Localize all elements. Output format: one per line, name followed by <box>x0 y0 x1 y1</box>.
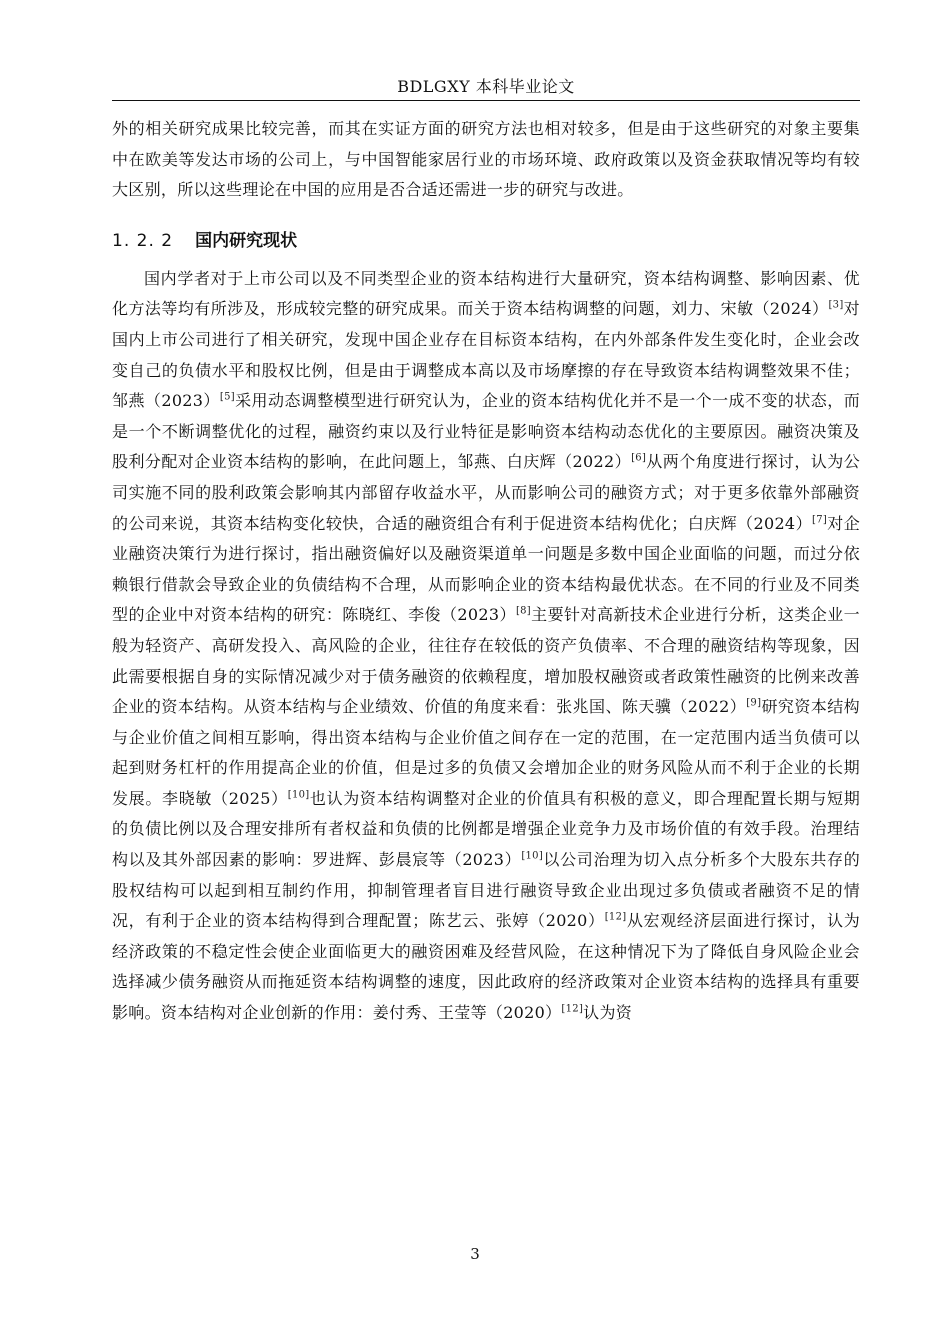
body-text: 从两个角度进行探讨，认为公司实施不同的股利政策会影响其内部留存收益水平，从而影响公司的融资方式；对于更多依靠外部融资的公司来说，其资本结构变化较快，合适的融资组合有利于促进资本结构优化；白庆辉（2024） <box>112 452 860 533</box>
body-text: 对国内上市公司进行了相关研究，发现中国企业存在目标资本结构，在内外部条件发生变化时，企业会改变自己的负债水平和股权比例，但是由于调整成本高以及市场摩擦的存在导致资本结构调整效果不佳；邹燕（2023） <box>112 299 860 411</box>
page-number: 3 <box>470 1245 480 1263</box>
citation-ref: [3] <box>828 300 844 312</box>
body-text: 主要针对高新技术企业进行分析，这类企业一般为轻资产、高研发投入、高风险的企业，往往存在较低的资产负债率、不合理的融资结构等现象，因此需要根据自身的实际情况减少对于债务融资的依赖程度，增加股权融资或者政策性融资的比例来改善企业的资本结构。从资本结构与企业绩效、价值的角度来看：张兆国、陈天骥（2022） <box>112 605 860 717</box>
citation-ref: [12] <box>604 911 627 923</box>
citation-ref: [10] <box>521 850 544 862</box>
header-divider <box>112 100 860 101</box>
citation-ref: [8] <box>515 605 532 617</box>
body-text: 认为资 <box>583 1003 633 1023</box>
section-title: 国内研究现状 <box>195 230 298 251</box>
citation-ref: [6] <box>631 453 647 465</box>
body-text: 国内学者对于上市公司以及不同类型企业的资本结构进行大量研究，资本结构调整、影响因素、优化方法等均有所涉及，形成较完整的研究成果。而关于资本结构调整的问题，刘力、宋敏（2024） <box>112 268 860 319</box>
body-text: 采用动态调整模型进行研究认为，企业的资本结构优化并不是一个一成不变的状态，而是一个不断调整优化的过程，融资约束以及行业特征是影响资本结构动态优化的主要原因。融资决策及股利分配对企业资本结构的影响，在此问题上，邹燕、白庆辉（2022） <box>112 391 861 472</box>
body-text: 对企业融资决策行为进行探讨，指出融资偏好以及融资渠道单一问题是多数中国企业面临的问题，而过分依赖银行借款会导致企业的负债结构不合理，从而影响企业的资本结构最优状态。在不同的行业及不同类型的企业中对资本结构的研究：陈晓红、李俊（2023） <box>112 513 860 625</box>
body-text: 研究资本结构与企业价值之间相互影响，得出资本结构与企业价值之间存在一定的范围，在一定范围内适当负债可以起到财务杠杆的作用提高企业的价值，但是过多的负债又会增加企业的财务风险从而不利于企业的长期发展。李晓敏（2025） <box>112 697 860 808</box>
body-paragraph <box>112 264 860 1029</box>
body-text: 也认为资本结构调整对企业的价值具有积极的意义，即合理配置长期与短期的负债比例以及合理安排所有者权益和负债的比例都是增强企业竞争力及市场价值的有效手段。治理结构以及其外部因素的影响：罗进辉、彭晨宸等（2023） <box>112 788 860 870</box>
citation-ref: [9] <box>746 697 762 709</box>
page-content <box>112 114 860 1029</box>
citation-ref: [12] <box>561 1003 584 1015</box>
running-header: BDLGXY 本科毕业论文 <box>397 77 575 96</box>
body-text: 以公司治理为切入点分析多个大股东共存的股权结构可以起到相互制约作用，抑制管理者盲目进行融资导致企业出现过多负债或者融资不足的情况，有利于企业的资本结构得到合理配置；陈艺云、张婷（2020） <box>112 850 860 931</box>
citation-ref: [10] <box>287 789 310 801</box>
body-text: 从宏观经济层面进行探讨，认为经济政策的不稳定性会使企业面临更大的融资困难及经营风险，在这种情况下为了降低自身风险企业会选择减少债务融资从而拖延资本结构调整的速度，因此政府的经济政策对企业资本结构的选择具有重要影响。资本结构对企业创新的作用：姜付秀、王莹等（2020） <box>112 911 860 1023</box>
section-heading <box>112 228 860 254</box>
citation-ref: [5] <box>219 391 235 403</box>
intro-paragraph: 外的相关研究成果比较完善，而其在实证方面的研究方法也相对较多，但是由于这些研究的对象主要集中在欧美等发达市场的公司上，与中国智能家居行业的市场环境、政府政策以及资金获取情况等均有较大区别，所以这些理论在中国的应用是否合适还需进一步的研究与改进。 <box>112 119 860 200</box>
section-number: 1. 2. 2 <box>112 230 174 251</box>
citation-ref: [7] <box>812 514 828 526</box>
